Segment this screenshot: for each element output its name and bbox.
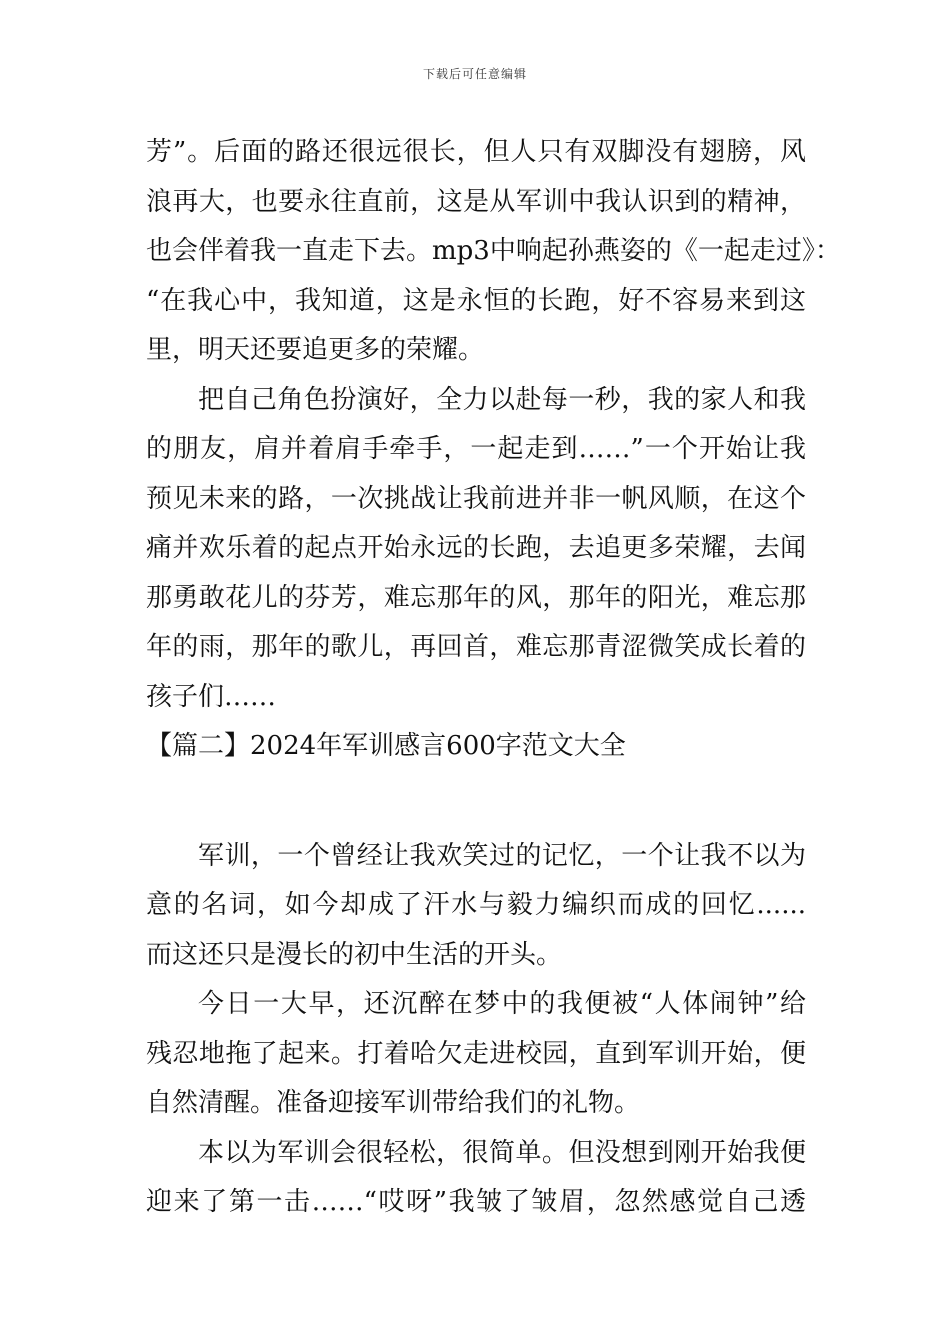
text-line: 迎来了第一击……“哎呀”我皱了皱眉，忽然感觉自己透 <box>146 1187 806 1217</box>
paragraph <box>146 980 806 1129</box>
paragraph <box>146 1129 806 1228</box>
spacer <box>146 772 806 832</box>
document-body <box>146 128 841 1228</box>
text-line: 芳”。后面的路还很远很长，但人只有双脚没有翅膀，风 <box>146 137 806 167</box>
text-line: 本以为军训会很轻松，很简单。但没想到刚开始我便 <box>198 1137 806 1168</box>
text-line: 年的雨，那年的歌儿，再回首，难忘那青涩微笑成长着的 <box>146 632 806 662</box>
section-heading: 【篇二】2024年军训感言600字范文大全 <box>146 731 626 761</box>
text-line: 也会伴着我一直走下去。mp3中响起孙燕姿的《一起走过》： <box>146 236 841 266</box>
text-line: 那勇敢花儿的芬芳，难忘那年的风，那年的阳光，难忘那 <box>146 582 806 613</box>
text-line: 意的名词，如今却成了汗水与毅力编织而成的回忆...... <box>146 890 806 920</box>
paragraph <box>146 832 806 981</box>
text-line: 而这还只是漫长的初中生活的开头。 <box>146 939 563 970</box>
text-line: 军训，一个曾经让我欢笑过的记忆，一个让我不以为 <box>198 840 806 871</box>
text-line: 残忍地拖了起来。打着哈欠走进校园，直到军训开始，便 <box>146 1038 806 1069</box>
text-line: 浪再大，也要永往直前，这是从军训中我认识到的精神， <box>146 186 806 217</box>
text-line: 里，明天还要追更多的荣耀。 <box>146 335 485 365</box>
page-header: 下载后可任意编辑 <box>422 67 527 81</box>
text-line: 预见未来的路，一次挑战让我前进并非一帆风顺，在这个 <box>146 483 806 514</box>
text-line: 孩子们…… <box>146 681 277 712</box>
text-line: 的朋友，肩并着肩手牵手，一起走到……”一个开始让我 <box>146 434 806 464</box>
paragraph <box>146 376 806 723</box>
text-line: 痛并欢乐着的起点开始永远的长跑，去追更多荣耀，去闻 <box>146 533 806 563</box>
text-line: “在我心中，我知道，这是永恒的长跑，好不容易来到这 <box>146 285 806 316</box>
text-line: 今日一大早，还沉醉在梦中的我便被“人体闹钟”给 <box>198 989 806 1019</box>
text-line: 自然清醒。准备迎接军训带给我们的礼物。 <box>146 1088 641 1118</box>
text-line: 把自己角色扮演好，全力以赴每一秒，我的家人和我 <box>198 384 806 415</box>
paragraph <box>146 128 841 376</box>
